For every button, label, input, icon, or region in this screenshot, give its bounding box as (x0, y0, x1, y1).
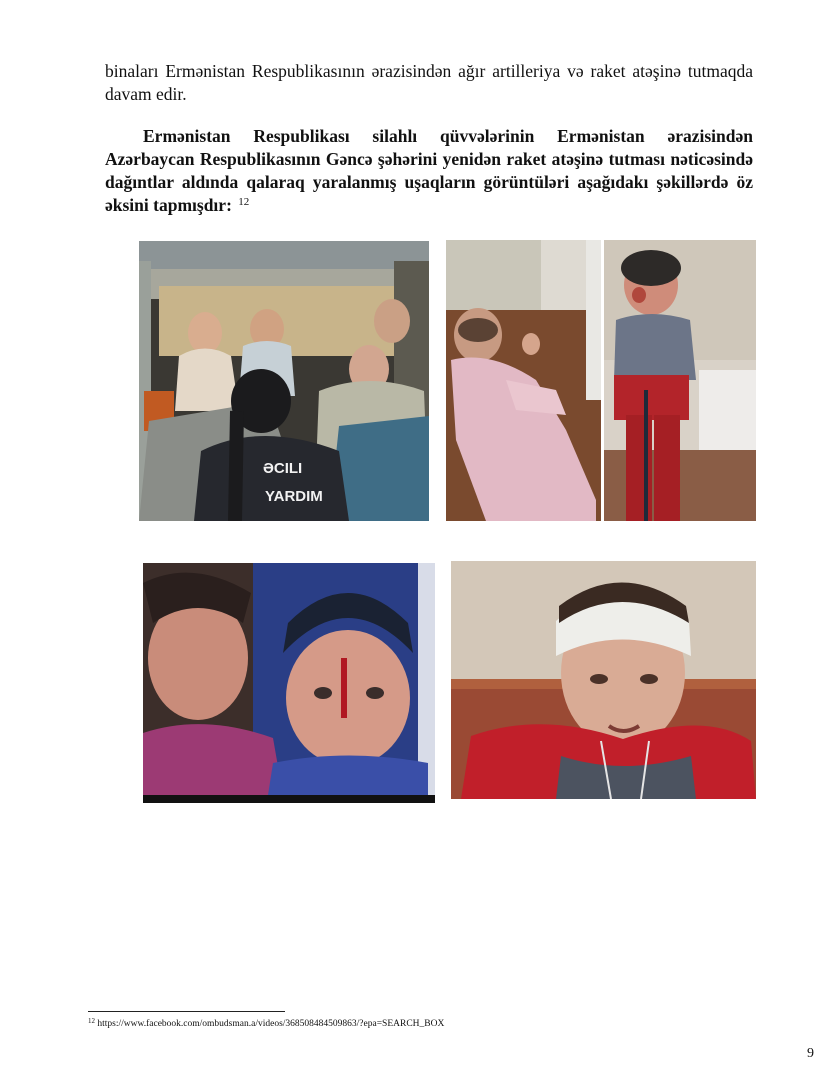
footnote-ref: 12 (238, 196, 250, 208)
ambulance-vest-label-1: ƏCILI (263, 460, 303, 477)
body-paragraph-2 (105, 125, 753, 217)
footnote-separator (88, 1011, 285, 1012)
body-paragraph-2-text: Ermənistan Respublikası silahlı qüvvələrinin Ermənistan ərazisindən Azərbaycan Respublikasının Gəncə şəhərini yenidən raket atəşinə tutması nəticəsində dağıntlar aldında qalaraq yaralanmış uşaqların görüntüləri aşağıdakı şəkillərdə öz əksini tapmışdır: (105, 126, 753, 215)
photo-ambulance-children (139, 241, 429, 521)
photo-injured-boy-on-bed (604, 240, 756, 521)
photo-boy-bandaged-head (451, 561, 756, 799)
photo-boy-with-woman (143, 563, 435, 803)
footnote-number: 12 (88, 1017, 95, 1025)
page-number: 9 (807, 1046, 814, 1061)
footnote-link[interactable]: https://www.facebook.com/ombudsman.a/videos/368508484509863/?epa=SEARCH_BOX (97, 1019, 445, 1029)
photo-crying-toddler (446, 240, 601, 521)
ambulance-vest-label-2: YARDIM (265, 488, 323, 505)
body-paragraph-1: binaları Ermənistan Respublikasının ərazisindən ağır artilleriya və raket atəşinə tutmaqda davam edir. (105, 61, 753, 104)
footnote (88, 1018, 444, 1030)
